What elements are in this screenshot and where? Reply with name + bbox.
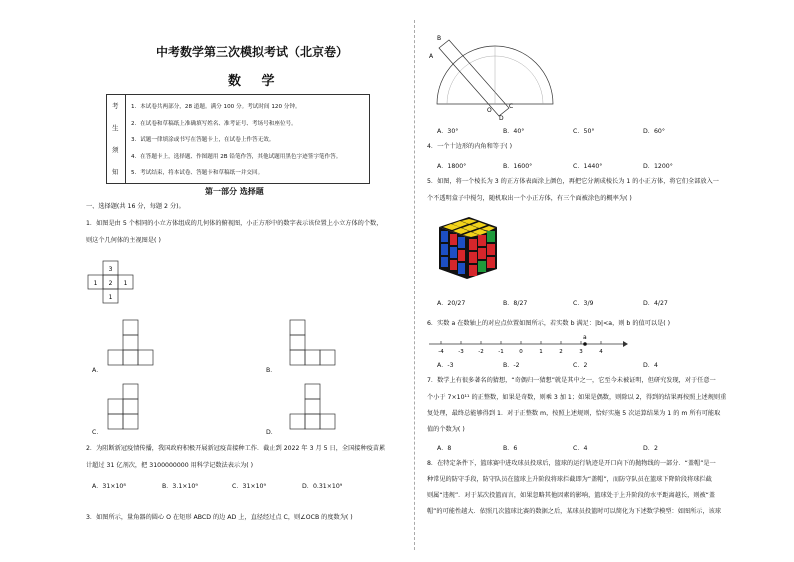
q1-figure-b — [290, 320, 340, 375]
q6-number-line — [427, 334, 627, 360]
q3-option-d[interactable]: D．60° — [643, 128, 665, 135]
notice-box — [106, 94, 370, 184]
exam-title: 中考数学第三次模拟考试（北京卷） — [156, 45, 349, 59]
grid-number: 3 — [108, 266, 113, 273]
q5-option-b[interactable]: B．8/27 — [503, 300, 528, 307]
q3-label: C — [509, 103, 514, 110]
part1-title: 第一部分 选择题 — [205, 187, 264, 196]
q1-line1: 1．如图是由 5 个相同的小立方体组成的几何体的俯视图，小正方形中的数字表示该位置上小立方体的个数， — [86, 220, 383, 227]
q6-option-d[interactable]: D．4 — [643, 362, 658, 369]
axis-tick-label: -3 — [458, 349, 464, 355]
notice-side-char: 知 — [112, 168, 119, 176]
q1-figure-c — [108, 384, 158, 439]
q1-option-c[interactable]: C． — [92, 429, 103, 436]
q1-figure-d — [290, 384, 340, 439]
subject-title: 数 学 — [228, 74, 283, 89]
axis-ticks — [438, 341, 603, 355]
q3-option-a[interactable]: A．30° — [437, 128, 459, 135]
q3-label: A — [429, 53, 434, 60]
q1-figure-a — [108, 320, 158, 375]
point-a-label: a — [583, 334, 587, 341]
q6-option-a[interactable]: A．-3 — [437, 362, 454, 369]
right-page — [397, 0, 792, 562]
q3-option-c[interactable]: C．50° — [573, 128, 595, 135]
notice-lines — [131, 99, 341, 182]
q2-option-a[interactable]: A．31×10⁸ — [92, 483, 126, 490]
q6-option-c[interactable]: C．2 — [573, 362, 588, 369]
q3-label: O — [487, 107, 492, 114]
q8-line1: 8．在特定条件下，篮球赛中进攻球员投球后，篮球的运行轨迹是开口向下的抛物线的一部分．“盖帽”是一 — [427, 460, 716, 467]
q5-option-a[interactable]: A．20/27 — [437, 300, 466, 307]
q4-option-c[interactable]: C．1440° — [573, 163, 603, 170]
q7-line2: 个小于 7×10¹¹ 的正整数，如果是奇数，则乘 3 加 1；如果是偶数，则除以 2，得到的结果再按照上述规则重 — [427, 394, 727, 401]
q7-line4: 值的个数为( ) — [427, 426, 465, 433]
grid-number: 1 — [108, 294, 113, 301]
q5-line1: 5．如图，将一个棱长为 3 的正方体表面涂上颜色，再把它分割成棱长为 1 的小正方体，将它们全部放入一 — [427, 178, 719, 185]
q4-line1: 4．一个十边形的内角和等于( ) — [427, 143, 512, 150]
axis-tick-label: 3 — [579, 349, 583, 355]
q2-option-c[interactable]: C．31×10⁹ — [232, 483, 266, 490]
q1-option-b[interactable]: B． — [266, 367, 277, 374]
q2-line2: 计超过 31 亿剂次，把 3100000000 用科学记数法表示为( ) — [86, 462, 254, 469]
q5-option-c[interactable]: C．3/9 — [573, 300, 594, 307]
q7-line3: 复处理，最终总能够得到 1．对于正整数 m，按照上述规则，恰好实施 5 次运算结果为 1 的 m 所有可能取 — [427, 410, 721, 417]
q7-option-d[interactable]: D．2 — [643, 445, 658, 452]
q7-option-c[interactable]: C．4 — [573, 445, 588, 452]
notice-line: 1．本试卷共两部分，28 道题。满分 100 分。考试时间 120 分钟。 — [131, 104, 301, 110]
q1-option-a[interactable]: A． — [92, 367, 103, 374]
q3-line1: 3．如图所示，量角器的圆心 O 在矩形 ABCD 的边 AD 上，直径经过点 C，则∠OCB 的度数为( ) — [86, 514, 353, 521]
notice-line: 3．试题一律填涂或书写在答题卡上，在试卷上作答无效。 — [131, 137, 275, 143]
q4-option-b[interactable]: B．1600° — [503, 163, 533, 170]
notice-side — [107, 95, 126, 183]
q3-label: B — [437, 35, 442, 42]
part1-instruction: 一、选择题(共 16 分，每题 2 分)。 — [86, 203, 185, 210]
q8-line3: 则属“违规”．对于某次投篮而言，如果忽略其他因素的影响，篮球处于上升阶段的水平距离越长，则被“盖 — [427, 492, 716, 499]
q2-option-b[interactable]: B．3.1×10⁹ — [162, 483, 198, 490]
axis-tick-label: 2 — [559, 349, 563, 355]
q1-top-view — [88, 258, 148, 308]
q2-line1: 2．为阻断新冠疫情传播，我国政府积极开展新冠疫苗接种工作．截止到 2022 年 3 月 5 日，全国接种疫苗累 — [86, 445, 386, 452]
q6-option-b[interactable]: B．-2 — [503, 362, 520, 369]
axis-tick-label: -2 — [478, 349, 484, 355]
q2-option-d[interactable]: D．0.31×10⁹ — [302, 483, 343, 490]
q3-protractor-figure — [427, 35, 567, 122]
point-a — [583, 342, 587, 346]
grid-number: 1 — [123, 280, 128, 287]
notice-line: 5．考试结束，将本试卷、答题卡和草稿纸一并交回。 — [131, 170, 264, 176]
axis-tick-label: -4 — [438, 349, 444, 355]
q7-option-b[interactable]: B．6 — [503, 445, 518, 452]
q3-option-b[interactable]: B．40° — [503, 128, 525, 135]
axis-tick-label: 1 — [539, 349, 543, 355]
q8-line2: 种常见的防守手段，防守队员在篮球上升阶段将球拦截即为“盖帽”，而防守队员在篮球下降阶段将球拦截 — [427, 476, 712, 483]
notice-side-char: 考 — [112, 102, 119, 110]
q8-line4: 帽”的可能性越大．依照几次篮球比赛的数据之后，某球员投篮时可以简化为下述数学模型：如图所示，该球 — [427, 508, 722, 515]
q3-label: D — [499, 115, 504, 122]
q1-line2: 则这个几何体的主视图是( ) — [86, 237, 161, 244]
q5-line2: 个不透明盒子中搅匀，随机取出一个小正方体，有三个面被涂色的概率为( ) — [427, 195, 632, 202]
grid-number: 1 — [93, 280, 98, 287]
q5-option-d[interactable]: D．4/27 — [643, 300, 668, 307]
q4-option-d[interactable]: D．1200° — [643, 163, 673, 170]
notice-side-char: 生 — [112, 124, 119, 132]
notice-line: 4．在答题卡上，选择题、作图题用 2B 铅笔作答，其他试题用黑色字迹签字笔作答。 — [131, 153, 342, 160]
notice-side-char: 须 — [112, 146, 119, 154]
axis-tick-label: 4 — [599, 349, 603, 355]
q1-option-d[interactable]: D． — [266, 429, 277, 436]
q7-option-a[interactable]: A．8 — [437, 445, 452, 452]
q6-line1: 6．实数 a 在数轴上的对应点位置如图所示，若实数 b 满足：|b|<a，则 b 的值可以是( ) — [427, 320, 671, 327]
rubiks-cube-image — [431, 213, 501, 283]
q7-line1: 7．数学上有很多著名的猜想，“奇偶归一猜想”就是其中之一，它至今未被证明，但研究发现，对于任意一 — [427, 377, 716, 384]
notice-line: 2．在试卷和草稿纸上准确填写姓名、准考证号、考场号和座位号。 — [131, 120, 297, 127]
axis-tick-label: 0 — [519, 349, 523, 355]
q4-option-a[interactable]: A．1800° — [437, 163, 467, 170]
axis-tick-label: -1 — [498, 349, 504, 355]
left-page — [0, 0, 395, 562]
grid-number: 2 — [108, 280, 113, 287]
